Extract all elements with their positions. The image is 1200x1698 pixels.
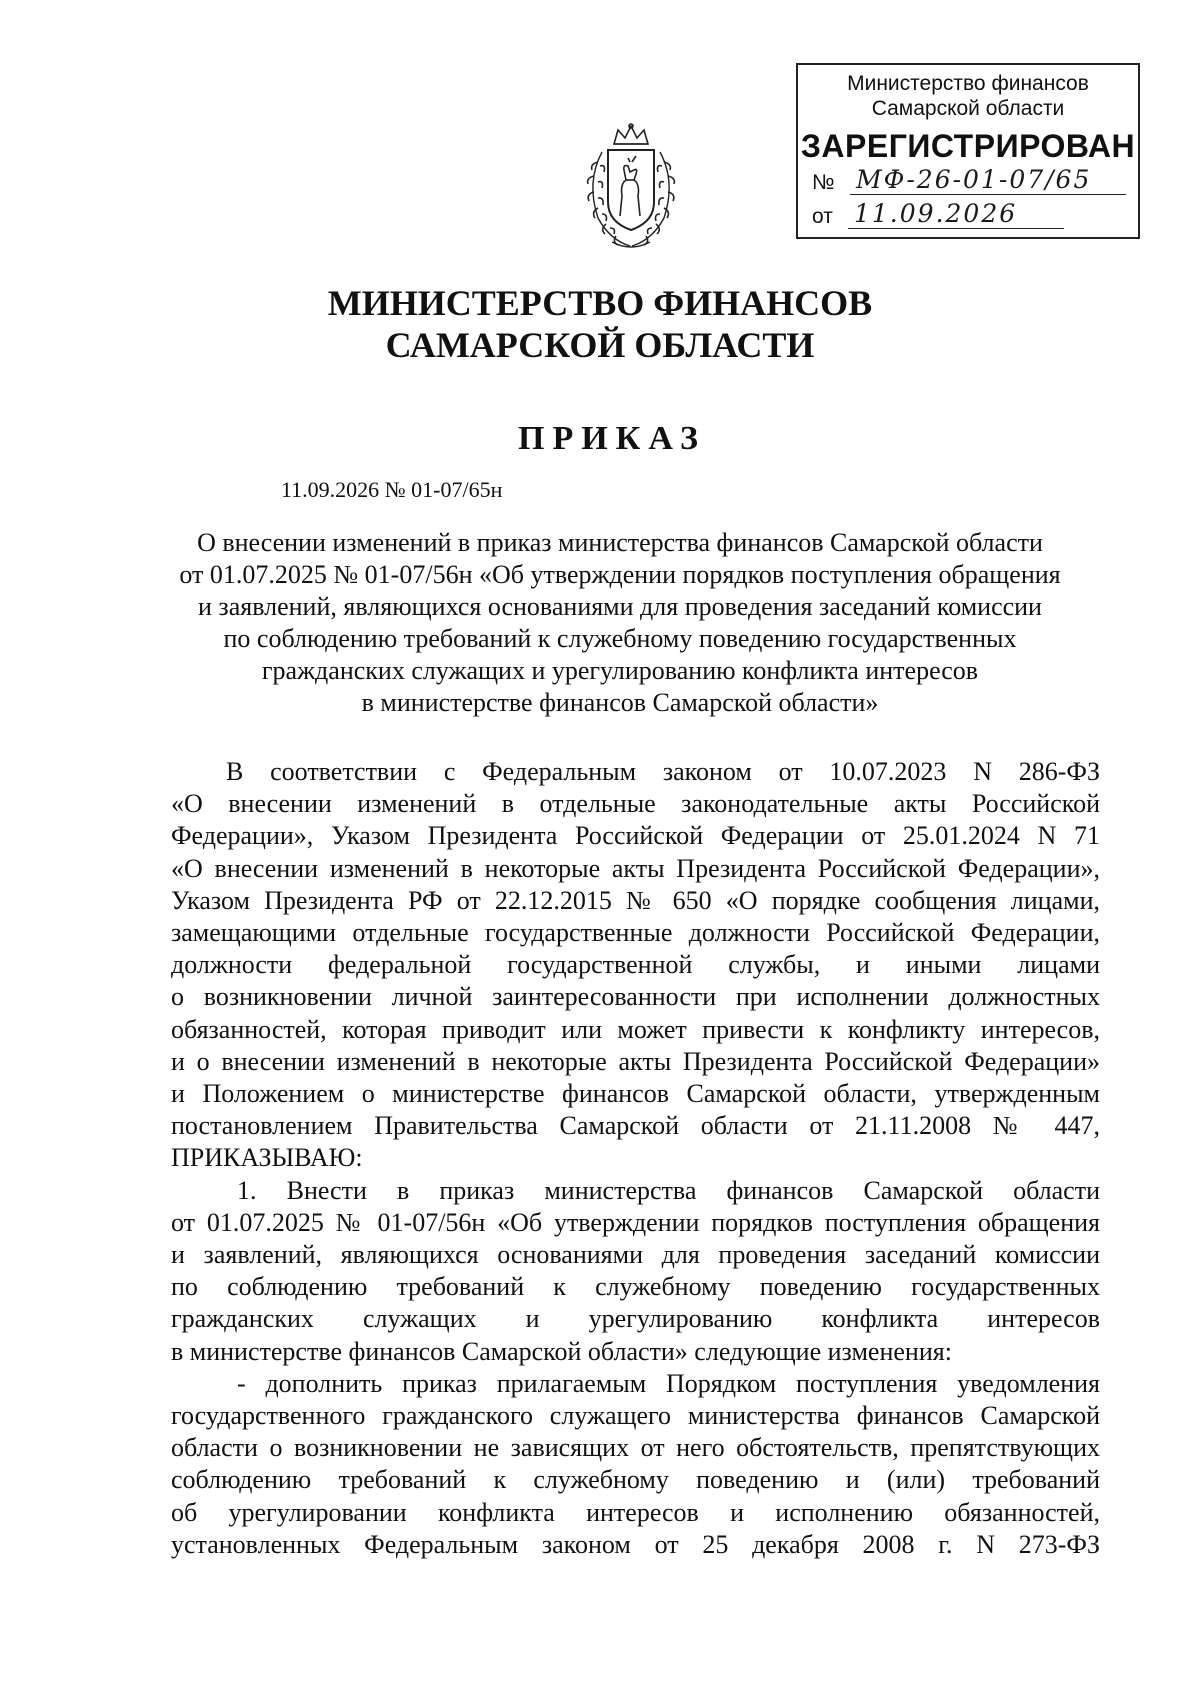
body-line: от 01.07.2025 № 01-07/56н «Об утверждении порядков поступления обращения xyxy=(171,1207,1100,1237)
subject-line: от 01.07.2025 № 01-07/56н «Об утверждении порядков поступления обращения xyxy=(179,560,1061,589)
body-line: постановлением Правительства Самарской области от 21.11.2008 № 447, xyxy=(171,1111,1100,1141)
body-line: установленных Федеральным законом от 25 декабря 2008 г. N 273-ФЗ xyxy=(171,1529,1100,1559)
stamp-number-row xyxy=(812,165,1126,199)
body-line: в министерстве финансов Самарской области» следующие изменения: xyxy=(171,1336,952,1366)
registration-stamp xyxy=(796,63,1140,239)
body-line: Указом Президента РФ от 22.12.2015 № 650 «О порядке сообщения лицами, xyxy=(171,885,1100,915)
body-line: обязанностей, которая приводит или может привести к конфликту интересов, xyxy=(171,1014,1100,1044)
body-line: «О внесении изменений в отдельные законодательные акты Российской xyxy=(171,789,1100,819)
stamp-number-label: № xyxy=(812,171,835,194)
ministry-name-line2: САМАРСКОЙ ОБЛАСТИ xyxy=(385,325,815,365)
ministry-name-line1: МИНИСТЕРСТВО ФИНАНСОВ xyxy=(327,283,873,323)
body-line: и о внесении изменений в некоторые акты Президента Российской Федерации» xyxy=(171,1046,1100,1076)
subject-line: в министерстве финансов Самарской области» xyxy=(361,688,879,717)
body-line: об урегулировании конфликта интересов и исполнению обязанностей, xyxy=(171,1497,1100,1527)
body-line: «О внесении изменений в некоторые акты Президента Российской Федерации», xyxy=(171,853,1100,883)
order-body xyxy=(171,756,1100,1561)
stamp-org-line1: Министерство финансов xyxy=(847,72,1089,95)
body-line: области о возникновении не зависящих от него обстоятельств, препятствующих xyxy=(171,1433,1100,1463)
stamp-number-value: МФ-26-01-07/65 xyxy=(850,166,1126,195)
body-line: государственного гражданского служащего министерства финансов Самарской xyxy=(171,1401,1100,1431)
stamp-date-row xyxy=(812,199,1126,233)
subject-line: и заявлений, являющихся основаниями для проведения заседаний комиссии xyxy=(198,592,1042,621)
body-line: ПРИКАЗЫВАЮ: xyxy=(171,1143,363,1173)
body-line: и заявлений, являющихся основаниями для проведения заседаний комиссии xyxy=(171,1240,1100,1270)
body-line: по соблюдению требований к служебному поведению государственных xyxy=(171,1272,1100,1302)
subject-line: гражданских служащих и урегулированию конфликта интересов xyxy=(261,656,979,685)
order-date-number: 11.09.2026 № 01-07/65н xyxy=(281,477,503,502)
stamp-date-label: от xyxy=(812,205,833,228)
body-line: должности федеральной государственной службы, и иными лицами xyxy=(171,950,1100,980)
subject-line: О внесении изменений в приказ министерства финансов Самарской области xyxy=(197,528,1043,557)
body-line: В соответствии с Федеральным законом от 10.07.2023 N 286-ФЗ xyxy=(226,757,1100,786)
subject-line: по соблюдению требований к служебному поведению государственных xyxy=(223,624,1017,653)
body-line: соблюдению требований к служебному поведению и (или) требований xyxy=(171,1465,1100,1495)
document-type-title: ПРИКАЗ xyxy=(518,420,706,457)
body-line: о возникновении личной заинтересованности при исполнении должностных xyxy=(171,982,1100,1012)
body-line: гражданских служащих и урегулированию конфликта интересов xyxy=(171,1304,1100,1334)
body-line: и Положением о министерстве финансов Самарской области, утвержденным xyxy=(171,1079,1100,1109)
stamp-date-value: 11.09.2026 xyxy=(848,200,1064,229)
order-subject xyxy=(150,527,1090,719)
body-line: 1. Внести в приказ министерства финансов Самарской области xyxy=(237,1175,1100,1205)
stamp-title: ЗАРЕГИСТРИРОВАН xyxy=(800,128,1136,164)
stamp-org-line2: Самарской области xyxy=(871,97,1065,120)
samara-coat-of-arms-icon xyxy=(568,122,694,252)
body-line: - дополнить приказ прилагаемым Порядком поступления уведомления xyxy=(237,1368,1100,1398)
body-line: Федерации», Указом Президента Российской Федерации от 25.01.2024 N 71 xyxy=(171,821,1100,851)
body-line: замещающими отдельные государственные должности Российской Федерации, xyxy=(171,918,1100,948)
